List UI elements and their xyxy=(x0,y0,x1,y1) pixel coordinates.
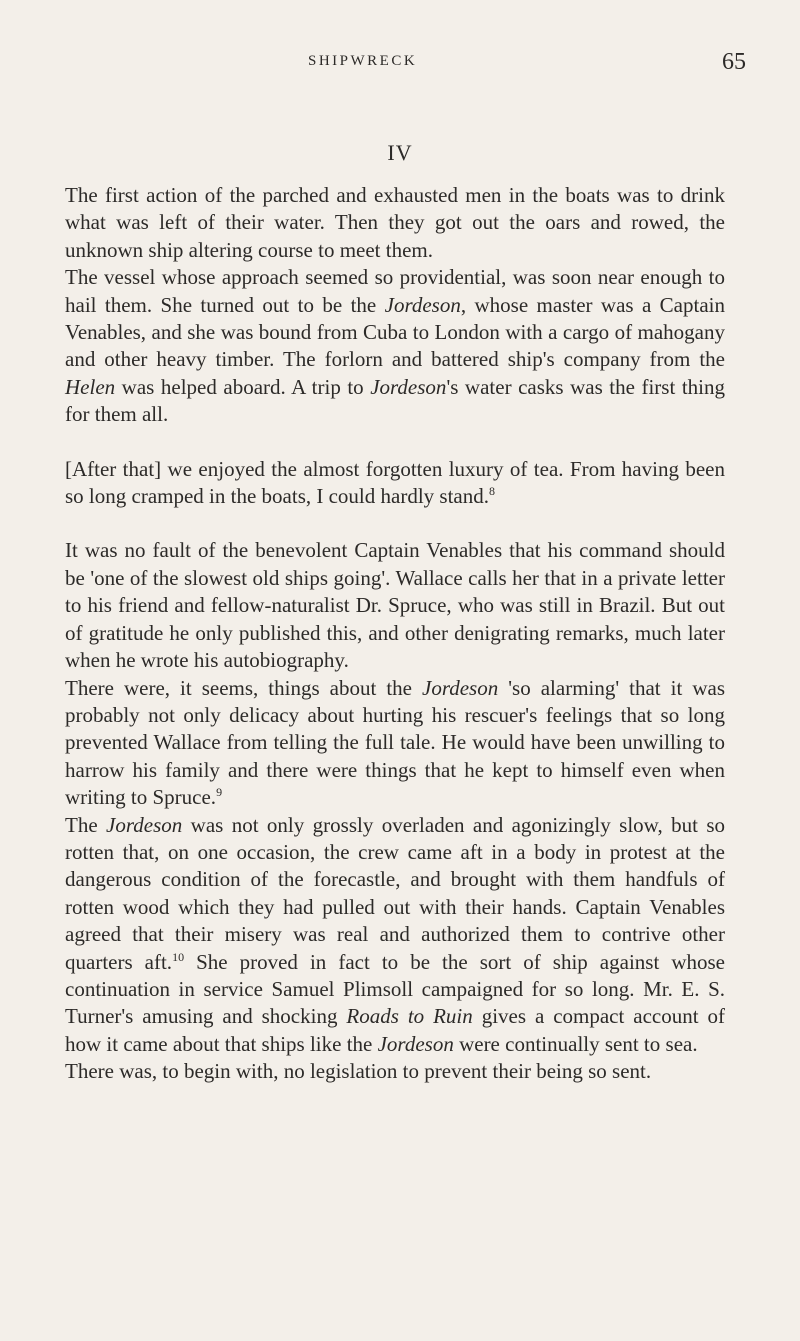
paragraph-gap xyxy=(65,510,725,537)
paragraph xyxy=(65,537,725,674)
footnote-ref: 9 xyxy=(216,785,223,800)
italic-title: Jordeson xyxy=(106,812,183,837)
text-run: There were, it seems, things about the xyxy=(65,675,423,700)
text-run: were continually sent to sea. xyxy=(453,1031,698,1056)
paragraph xyxy=(65,812,725,1059)
italic-title: Jordeson xyxy=(422,675,499,700)
running-head: SHIPWRECK xyxy=(308,53,418,69)
text-run: The xyxy=(65,812,107,837)
text-run: , whose master was a Captain Venables, and she was bound from Cuba to London with a cargo of mahogany and other heavy timber. The forlorn and battered ship's company from the xyxy=(65,292,725,372)
page-header xyxy=(0,49,800,83)
footnote-ref: 8 xyxy=(489,484,495,499)
section-number: IV xyxy=(387,140,413,165)
italic-title: Jordeson xyxy=(370,374,447,399)
paragraph-gap xyxy=(65,429,725,456)
italic-title: Roads to Ruin xyxy=(346,1004,473,1029)
text-run: 'so alarming' that it was probably not only delicacy about hurting his rescuer's feelings that so long prevented Wallace from telling the full tale. He would have been unwilling to harrow his family and there were things that he kept to himself even when writing to Spruce. xyxy=(65,675,726,810)
italic-title: Helen xyxy=(65,374,116,399)
text-run: was helped aboard. A trip to xyxy=(115,374,371,399)
paragraph xyxy=(65,1058,725,1085)
text-run: 's water casks was the first thing for them all. xyxy=(65,374,725,427)
text-run: There was, to begin with, no legislation to prevent their being so sent. xyxy=(65,1059,652,1084)
page-number: 65 xyxy=(722,49,746,75)
paragraph xyxy=(65,264,725,428)
text-run: gives a compact account of how it came about that ships like the xyxy=(65,1004,725,1056)
footnote-ref: 10 xyxy=(172,949,185,964)
italic-title: Jordeson xyxy=(377,1031,454,1056)
text-run: was not only grossly overladen and agonizingly slow, but so rotten that, on one occasion, the crew came aft in a body in protest at the dangerous condition of the forecastle, and brought with them handfuls of rotten wood which they had pulled out with their hands. Captain Venables agreed that their misery was real and authorized them to contrive other quarters aft. xyxy=(65,812,725,974)
text-run: She proved in fact to be the sort of ship against whose continuation in service Samuel Plimsoll campaigned for so long. Mr. E. S. Turner's amusing and shocking xyxy=(65,949,725,1029)
body-text xyxy=(65,182,725,1086)
paragraph xyxy=(65,456,725,511)
text-run: The vessel whose approach seemed so providential, was soon near enough to hail them. She turned out to be the xyxy=(65,265,725,317)
text-run: The first action of the parched and exhausted men in the boats was to drink what was left of their water. Then they got out the oars and rowed, the unknown ship altering course to meet them. xyxy=(65,183,725,262)
paragraph xyxy=(65,675,725,812)
italic-title: Jordeson xyxy=(384,292,461,317)
paragraph xyxy=(65,182,725,264)
text-run: [After that] we enjoyed the almost forgotten luxury of tea. From having been so long cramped in the boats, I could hardly stand. xyxy=(65,456,725,509)
text-run: It was no fault of the benevolent Captain Venables that his command should be 'one of the slowest old ships going'. Wallace calls her that in a private letter to his friend and fellow-naturalist Dr. Spruce, who was still in Brazil. But out of gratitude he only published this, and other denigrating remarks, much later when he wrote his autobiography. xyxy=(65,538,725,673)
